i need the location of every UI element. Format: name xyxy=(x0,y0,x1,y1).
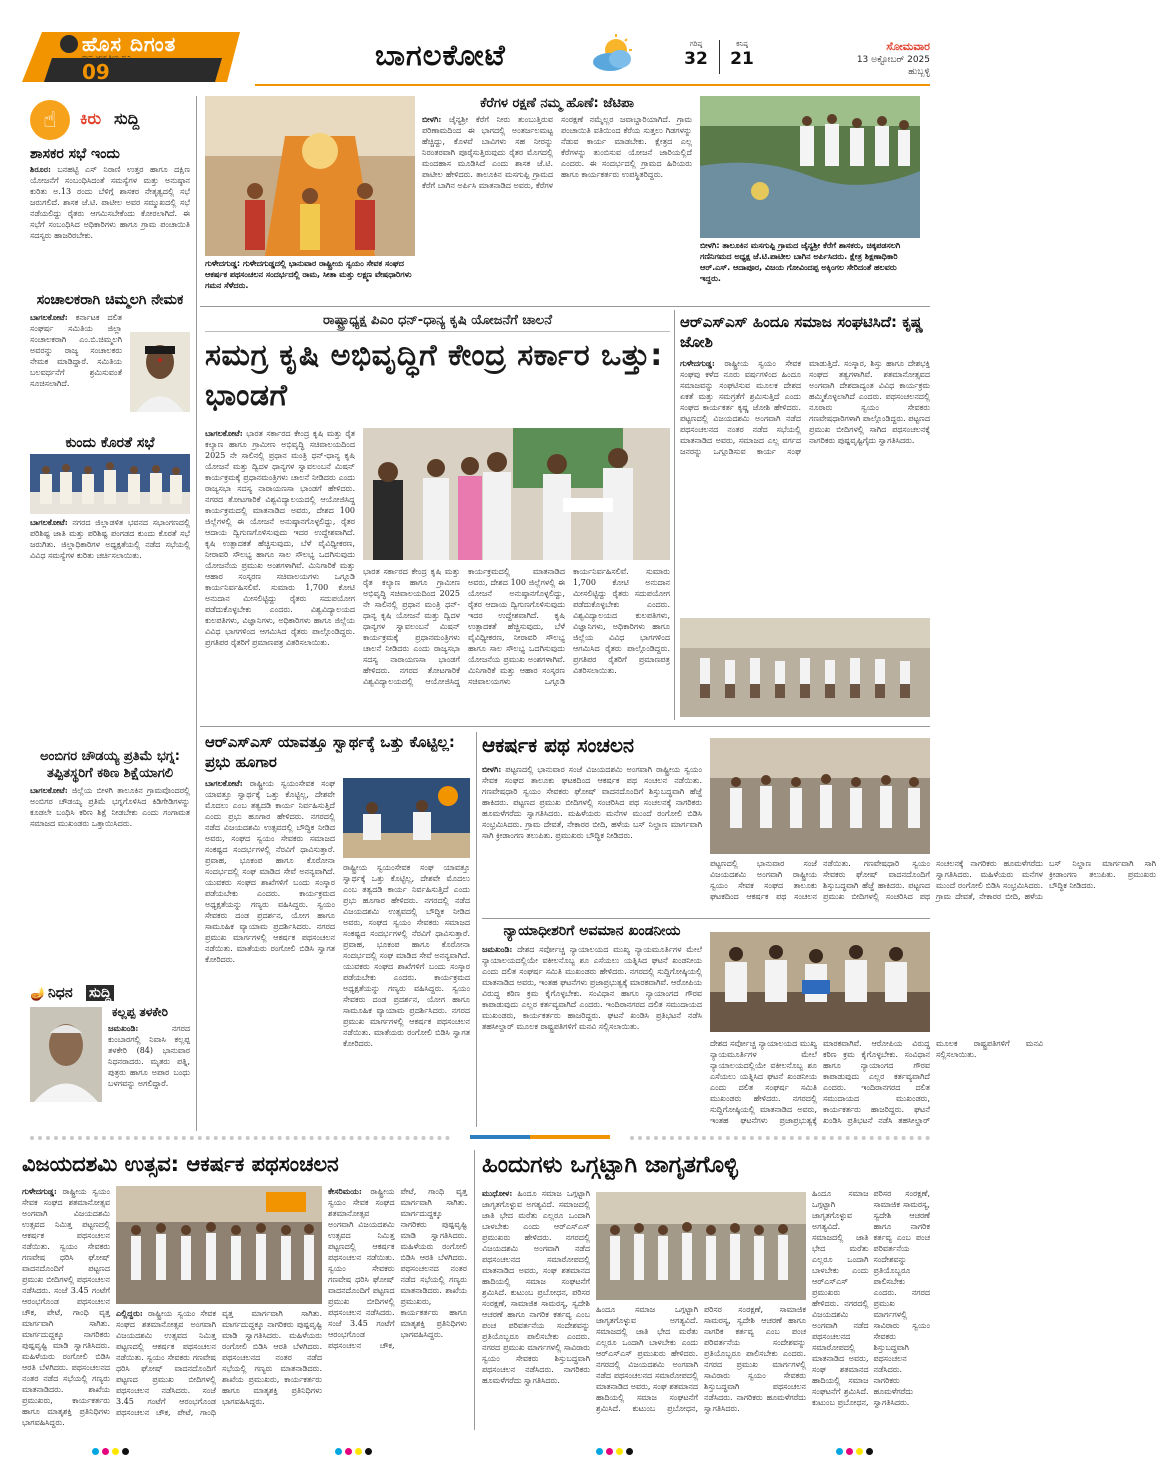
bottom-left-photo xyxy=(116,1186,322,1304)
bottom-left-story xyxy=(22,1150,467,1435)
judge-text: ದೇಶದ ಸರ್ವೋಚ್ಚ ನ್ಯಾಯಾಲಯದ ಮುಖ್ಯ ನ್ಯಾಯಮೂರ್ತಿಗಳ ಮೇಲೆ ನ್ಯಾಯಾಲಯದಲ್ಲಿಯೇ ವಕೀಲನೊಬ್ಬ ಶೂ ಎಸೆಯಲು ಯತ್ನಿಸಿದ ಘಟನೆ ಖಂಡನೀಯ ಎಂದು ದಲಿತ ಸಂಘರ್ಷ ಸಮಿತಿ ಮುಖಂಡರು ಹೇಳಿದರು. ನಗರದಲ್ಲಿ ಸುದ್ದಿಗೋಷ್ಠಿಯಲ್ಲಿ ಮಾತನಾಡಿದ ಅವರು, ಇಂತಹ ಘಟನೆಗಳು ಪ್ರಜಾಪ್ರಭುತ್ವಕ್ಕೆ ಮಾರಕವಾಗಿವೆ. ಆರೋಪಿಯ ವಿರುದ್ಧ ಕಠಿಣ ಕ್ರಮ ಕೈಗೊಳ್ಳಬೇಕು. ಸಂವಿಧಾನ ಹಾಗೂ ನ್ಯಾಯಾಂಗದ ಗೌರವ ಕಾಪಾಡುವುದು ಎಲ್ಲರ ಕರ್ತವ್ಯವಾಗಿದೆ ಎಂದರು. ಇಂದಿರಾನಗರದ ದಲಿತ ಸಮುದಾಯದ ಮುಖಂಡರು, ಕಾರ್ಯಕರ್ತರು ಹಾಜರಿದ್ದರು. ಘಟನೆ ಖಂಡಿಸಿ ಪ್ರತಿಭಟನೆ ನಡೆಸಿ ತಹಸೀಲ್ದಾರ್ ಮೂಲಕ ರಾಷ್ಟ್ರಪತಿಗಳಿಗೆ ಮನವಿ ಸಲ್ಲಿಸಲಾಯಿತು. xyxy=(482,945,702,1031)
temp-max xyxy=(676,40,716,69)
bottom-right-place: ಮುಧೋಳ: xyxy=(482,1188,513,1198)
bottom-left-headline: ವಿಜಯದಶಮಿ ಉತ್ಸವ: ಆಕರ್ಷಕ ಪಥಸಂಚಲನ xyxy=(22,1152,339,1176)
left-brief-4 xyxy=(30,748,190,935)
brand-tagline: ರಾಷ್ಟ್ರ ಜಾಗೃತಿಯ ಧ್ವನಿ xyxy=(82,54,132,62)
temp-divider xyxy=(719,40,720,74)
edition-city: ಬಾಗಲಕೋಟೆ xyxy=(375,38,506,72)
brief-3-place: ಬಾಗಲಕೋಟೆ: xyxy=(30,517,68,527)
brief-1-headline: ಶಾಸಕರ ಸಭೆ ಇಂದು xyxy=(30,146,120,162)
left-brief-1 xyxy=(30,146,190,308)
page-number: 09 xyxy=(82,60,110,84)
rss1-photo xyxy=(680,618,930,717)
temp-max-label: ಗರಿಷ್ಠ xyxy=(689,40,703,48)
kirusuddi-label-b: ಸುದ್ದಿ xyxy=(114,109,140,128)
meeting-photo xyxy=(30,454,190,514)
edition-name: ಹುಬ್ಬಳ್ಳಿ xyxy=(908,67,930,77)
rss-story-1 xyxy=(680,312,930,717)
obituary-place: ಜಮಖಂಡಿ: xyxy=(108,1023,139,1033)
bottom-right-text-column3: ಹಿಂದೂ ಸಮಾಜ ಒಗ್ಗಟ್ಟಾಗಿ ಜಾಗೃತಗೊಳ್ಳುವ ಅಗತ್ಯವಿದೆ. ಸಮಾಜದಲ್ಲಿ ಜಾತಿ ಭೇದ ಮರೆತು ಎಲ್ಲರೂ ಒಂದಾಗಿ ಬಾಳಬೇಕು ಎಂದು ಆರ್‌ಎಸ್‌ಎಸ್ ಪ್ರಮುಖರು ಹೇಳಿದರು. ನಗರದಲ್ಲಿ ವಿಜಯದಶಮಿ ಅಂಗವಾಗಿ ನಡೆದ ಪಥಸಂಚಲನದ ಸಮಾರೋಪದಲ್ಲಿ ಮಾತನಾಡಿದ ಅವರು, ಸಂಘ ಶತಮಾನದ ಹಾದಿಯಲ್ಲಿ ಸಮಾಜ ಸಂಘಟನೆಗೆ ಶ್ರಮಿಸಿದೆ. ಕುಟುಂಬ ಪ್ರಬೋಧನ, ಪರಿಸರ ಸಂರಕ್ಷಣೆ, ಸಾಮಾಜಿಕ ಸಾಮರಸ್ಯ, ಸ್ವದೇಶಿ ಆಚರಣೆ ಹಾಗೂ ನಾಗರಿಕ ಕರ್ತವ್ಯ ಎಂಬ ಪಂಚ ಪರಿವರ್ತನೆಯ ಸಂದೇಶವನ್ನು ಪ್ರತಿಯೊಬ್ಬರೂ ಪಾಲಿಸಬೇಕು ಎಂದರು. ನಗರದ ಪ್ರಮುಖ ಮಾರ್ಗಗಳಲ್ಲಿ ಸಾವಿರಾರು ಸ್ವಯಂ ಸೇವಕರು ಶಿಸ್ತುಬದ್ಧವಾಗಿ ಪಥಸಂಚಲನ ನಡೆಸಿದರು. ನಾಗರಿಕರು ಹೂಮಳೆಗರೆದು ಸ್ವಾಗತಿಸಿದರು. xyxy=(812,1189,930,1407)
bottom-right-photo xyxy=(596,1192,806,1300)
temp-min-label: ಕನಿಷ್ಠ xyxy=(736,40,748,48)
obituary-name: ಕಲ್ಲಪ್ಪ ತಳಕೇರಿ xyxy=(112,1005,168,1019)
bottom-right-text: ಹಿಂದೂ ಸಮಾಜ ಒಗ್ಗಟ್ಟಾಗಿ ಜಾಗೃತಗೊಳ್ಳುವ ಅಗತ್ಯವಿದೆ. ಸಮಾಜದಲ್ಲಿ ಜಾತಿ ಭೇದ ಮರೆತು ಎಲ್ಲರೂ ಒಂದಾಗಿ ಬಾಳಬೇಕು ಎಂದು ಆರ್‌ಎಸ್‌ಎಸ್ ಪ್ರಮುಖರು ಹೇಳಿದರು. ನಗರದಲ್ಲಿ ವಿಜಯದಶಮಿ ಅಂಗವಾಗಿ ನಡೆದ ಪಥಸಂಚಲನದ ಸಮಾರೋಪದಲ್ಲಿ ಮಾತನಾಡಿದ ಅವರು, ಸಂಘ ಶತಮಾನದ ಹಾದಿಯಲ್ಲಿ ಸಮಾಜ ಸಂಘಟನೆಗೆ ಶ್ರಮಿಸಿದೆ. ಕುಟುಂಬ ಪ್ರಬೋಧನ, ಪರಿಸರ ಸಂರಕ್ಷಣೆ, ಸಾಮಾಜಿಕ ಸಾಮರಸ್ಯ, ಸ್ವದೇಶಿ ಆಚರಣೆ ಹಾಗೂ ನಾಗರಿಕ ಕರ್ತವ್ಯ ಎಂಬ ಪಂಚ ಪರಿವರ್ತನೆಯ ಸಂದೇಶವನ್ನು ಪ್ರತಿಯೊಬ್ಬರೂ ಪಾಲಿಸಬೇಕು ಎಂದರು. ನಗರದ ಪ್ರಮುಖ ಮಾರ್ಗಗಳಲ್ಲಿ ಸಾವಿರಾರು ಸ್ವಯಂ ಸೇವಕರು ಶಿಸ್ತುಬದ್ಧವಾಗಿ ಪಥಸಂಚಲನ ನಡೆಸಿದರು. ನಾಗರಿಕರು ಹೂಮಳೆಗರೆದು ಸ್ವಾಗತಿಸಿದರು. xyxy=(482,1189,590,1385)
lead-text-continued: ಭಾರತ ಸರ್ಕಾರದ ಕೇಂದ್ರ ಕೃಷಿ ಮತ್ತು ರೈತ ಕಲ್ಯಾಣ ಹಾಗೂ ಗ್ರಾಮೀಣ ಅಭಿವೃದ್ಧಿ ಸಚಿವಾಲಯದಿಂದ 2025 ನೇ ಸಾಲಿನಲ್ಲಿ ಪ್ರಧಾನ ಮಂತ್ರಿ ಧನ್-ಧಾನ್ಯ ಕೃಷಿ ಯೋಜನೆ ಮತ್ತು ದ್ವಿದಳ ಧಾನ್ಯಗಳ ಸ್ವಾವಲಂಬನೆ ಮಿಷನ್ ಕಾರ್ಯಕ್ರಮಕ್ಕೆ ಪ್ರಧಾನಮಂತ್ರಿಗಳು ಚಾಲನೆ ನೀಡಿದರು ಎಂದು ರಾಜ್ಯಸಭಾ ಸದಸ್ಯ ನಾರಾಯಣಸಾ ಭಾಂಡಗೆ ಹೇಳಿದರು. ನಗರದ ತೋಟಗಾರಿಕೆ ವಿಶ್ವವಿದ್ಯಾಲಯದಲ್ಲಿ ಆಯೋಜಿಸಿದ್ದ ಕಾರ್ಯಕ್ರಮದಲ್ಲಿ ಮಾತನಾಡಿದ ಅವರು, ದೇಶದ 100 ಜಿಲ್ಲೆಗಳಲ್ಲಿ ಈ ಯೋಜನೆ ಅನುಷ್ಠಾನಗೊಳ್ಳಲಿದ್ದು, ರೈತರ ಆದಾಯ ದ್ವಿಗುಣಗೊಳಿಸುವುದು ಇದರ ಉದ್ದೇಶವಾಗಿದೆ. ಕೃಷಿ ಉತ್ಪಾದಕತೆ ಹೆಚ್ಚಿಸುವುದು, ಬೆಳೆ ವೈವಿಧ್ಯೀಕರಣ, ನೀರಾವರಿ ಸೌಲಭ್ಯ ಹಾಗೂ ಸಾಲ ಸೌಲಭ್ಯ ಒದಗಿಸುವುದು ಯೋಜನೆಯ ಪ್ರಮುಖ ಅಂಶಗಳಾಗಿವೆ. ಮಿನಿಗಾರಿಕೆ ಮತ್ತು ಆಹಾರ ಸಂಸ್ಕರಣ ಸಚಿವಾಲಯಗಳು ಒಗ್ಗೂಡಿ ಕಾರ್ಯನಿರ್ವಹಿಸಲಿವೆ. ಸುಮಾರು 1,700 ಕೋಟಿ ಅನುದಾನ ಮೀಸಲಿಟ್ಟಿದ್ದು ರೈತರು ಸದುಪಯೋಗ ಪಡೆದುಕೊಳ್ಳಬೇಕು ಎಂದರು. ವಿಶ್ವವಿದ್ಯಾಲಯದ ಕುಲಪತಿಗಳು, ವಿಜ್ಞಾನಿಗಳು, ಅಧಿಕಾರಿಗಳು ಹಾಗೂ ಜಿಲ್ಲೆಯ ವಿವಿಧ ಭಾಗಗಳಿಂದ ಆಗಮಿಸಿದ ರೈತರು ಪಾಲ್ಗೊಂಡಿದ್ದರು. ಪ್ರಗತಿಪರ ರೈತರಿಗೆ ಪ್ರಮಾಣಪತ್ರ ವಿತರಿಸಲಾಯಿತು. xyxy=(363,567,670,686)
top-photo-ramayana xyxy=(205,96,415,256)
rss3-headline: ಆಕರ್ಷಕ ಪಥ ಸಂಚಲನ xyxy=(482,733,635,757)
obituary-lamp-icon: 🪔 xyxy=(30,987,47,1002)
bottom-center-rule xyxy=(474,1150,475,1430)
obituary-label-a: ನಿಧನ xyxy=(48,985,73,1001)
story-lakes-headline: ಕೆರೆಗಳ ರಕ್ಷಣೆ ನಮ್ಮ ಹೊಣೆ: ಜೆಟಿಪಾ xyxy=(480,96,634,111)
bottom-right-text-continued: ಹಿಂದೂ ಸಮಾಜ ಒಗ್ಗಟ್ಟಾಗಿ ಜಾಗೃತಗೊಳ್ಳುವ ಅಗತ್ಯವಿದೆ. ಸಮಾಜದಲ್ಲಿ ಜಾತಿ ಭೇದ ಮರೆತು ಎಲ್ಲರೂ ಒಂದಾಗಿ ಬಾಳಬೇಕು ಎಂದು ಆರ್‌ಎಸ್‌ಎಸ್ ಪ್ರಮುಖರು ಹೇಳಿದರು. ನಗರದಲ್ಲಿ ವಿಜಯದಶಮಿ ಅಂಗವಾಗಿ ನಡೆದ ಪಥಸಂಚಲನದ ಸಮಾರೋಪದಲ್ಲಿ ಮಾತನಾಡಿದ ಅವರು, ಸಂಘ ಶತಮಾನದ ಹಾದಿಯಲ್ಲಿ ಸಮಾಜ ಸಂಘಟನೆಗೆ ಶ್ರಮಿಸಿದೆ. ಕುಟುಂಬ ಪ್ರಬೋಧನ, ಪರಿಸರ ಸಂರಕ್ಷಣೆ, ಸಾಮಾಜಿಕ ಸಾಮರಸ್ಯ, ಸ್ವದೇಶಿ ಆಚರಣೆ ಹಾಗೂ ನಾಗರಿಕ ಕರ್ತವ್ಯ ಎಂಬ ಪಂಚ ಪರಿವರ್ತನೆಯ ಸಂದೇಶವನ್ನು ಪ್ರತಿಯೊಬ್ಬರೂ ಪಾಲಿಸಬೇಕು ಎಂದರು. ನಗರದ ಪ್ರಮುಖ ಮಾರ್ಗಗಳಲ್ಲಿ ಸಾವಿರಾರು ಸ್ವಯಂ ಸೇವಕರು ಶಿಸ್ತುಬದ್ಧವಾಗಿ ಪಥಸಂಚಲನ ನಡೆಸಿದರು. ನಾಗರಿಕರು ಹೂಮಳೆಗರೆದು ಸ್ವಾಗತಿಸಿದರು. xyxy=(596,1305,806,1413)
color-registration-right xyxy=(596,1440,636,1459)
hand-icon: ☝ xyxy=(30,100,70,140)
logo xyxy=(22,32,240,82)
masthead xyxy=(0,0,945,88)
temp-max-value: 32 xyxy=(684,49,708,69)
date-text: 13 ಅಕ್ಟೋಬರ್ 2025 xyxy=(856,55,930,65)
rss2-headline: ಆರ್‌ಎಸ್‌ಎಸ್ ಯಾವತ್ತೂ ಸ್ವಾರ್ಥಕ್ಕೆ ಒತ್ತು ಕೊಟ್ಟಿಲ್ಲ: ಪ್ರಭು ಹೂಗಾರ xyxy=(205,733,455,771)
brief-1-text: ಬನಹಟ್ಟಿ ಎಸ್ ನಿರಾಣಿ ಉತ್ತರ ಹಾಗೂ ದಕ್ಷಿಣ ಯೋಜನೆಗೆ ಸಂಬಂಧಿಸಿದಂತೆ ಸಮಸ್ಯೆಗಳ ಮತ್ತು ಅನುಷ್ಠಾನ ಕುರಿತು ಅ.13 ರಂದು ಬೆಳಿಗ್ಗೆ ಶಾಸಕರ ನೇತೃತ್ವದಲ್ಲಿ ಸಭೆ ಜರುಗಲಿದೆ. ಶಾಸಕ ಜೆ.ಟಿ. ಪಾಟೀಲ ಅವರ ಸಮ್ಮುಖದಲ್ಲಿ ಸಭೆ ನಡೆಯಲಿದ್ದು ರೈತರು ಆಗಮಿಸಬೇಕೆಂದು ಕೋರಲಾಗಿದೆ. ಈ ಸಭೆಗೆ ಸಂಬಂಧಿಸಿದ ಅಧಿಕಾರಿಗಳು ಹಾಗೂ ಗ್ರಾಮ ಪಂಚಾಯಿತಿ ಸದಸ್ಯರು ಹಾಜರಿರಬೇಕು. xyxy=(30,165,191,240)
judge-text-continued: ದೇಶದ ಸರ್ವೋಚ್ಚ ನ್ಯಾಯಾಲಯದ ಮುಖ್ಯ ನ್ಯಾಯಮೂರ್ತಿಗಳ ಮೇಲೆ ನ್ಯಾಯಾಲಯದಲ್ಲಿಯೇ ವಕೀಲನೊಬ್ಬ ಶೂ ಎಸೆಯಲು ಯತ್ನಿಸಿದ ಘಟನೆ ಖಂಡನೀಯ ಎಂದು ದಲಿತ ಸಂಘರ್ಷ ಸಮಿತಿ ಮುಖಂಡರು ಹೇಳಿದರು. ನಗರದಲ್ಲಿ ಸುದ್ದಿಗೋಷ್ಠಿಯಲ್ಲಿ ಮಾತನಾಡಿದ ಅವರು, ಇಂತಹ ಘಟನೆಗಳು ಪ್ರಜಾಪ್ರಭುತ್ವಕ್ಕೆ ಮಾರಕವಾಗಿವೆ. ಆರೋಪಿಯ ವಿರುದ್ಧ ಕಠಿಣ ಕ್ರಮ ಕೈಗೊಳ್ಳಬೇಕು. ಸಂವಿಧಾನ ಹಾಗೂ ನ್ಯಾಯಾಂಗದ ಗೌರವ ಕಾಪಾಡುವುದು ಎಲ್ಲರ ಕರ್ತವ್ಯವಾಗಿದೆ ಎಂದರು. ಇಂದಿರಾನಗರದ ದಲಿತ ಸಮುದಾಯದ ಮುಖಂಡರು, ಕಾರ್ಯಕರ್ತರು ಹಾಜರಿದ್ದರು. ಘಟನೆ ಖಂಡಿಸಿ ಪ್ರತಿಭಟನೆ ನಡೆಸಿ ತಹಸೀಲ್ದಾರ್ ಮೂಲಕ ರಾಷ್ಟ್ರಪತಿಗಳಿಗೆ ಮನವಿ ಸಲ್ಲಿಸಲಾಯಿತು. xyxy=(710,1039,1043,1125)
brief-4-headline: ಅಂಬಿಗರ ಚೌಡಯ್ಯ ಪ್ರತಿಮೆ ಭಗ್ನ: ತಪ್ಪಿತಸ್ಥರಿಗೆ ಕಠಿಣ ಶಿಕ್ಷೆಯಾಗಲಿ xyxy=(40,749,180,781)
top-photo-lake xyxy=(700,96,920,238)
portrait-photo xyxy=(130,332,190,412)
color-registration-far-right xyxy=(836,1440,876,1459)
story-lakes-place: ಬೀಳಗಿ: xyxy=(422,114,442,124)
lead-story xyxy=(205,310,670,720)
day-name: ಸೋಮವಾರ xyxy=(886,40,930,53)
date-block xyxy=(815,40,930,77)
brief-4-place: ಬಾಗಲಕೋಟೆ: xyxy=(30,785,68,795)
rss1-headline: ಆರ್‌ಎಸ್‌ಎಸ್ ಹಿಂದೂ ಸಮಾಜ ಸಂಘಟಿಸಿದೆ: ಕೃಷ್ಣ ಜೋಶಿ xyxy=(680,313,924,351)
brief-3-headline: ಕುಂದು ಕೊರತೆ ಸಭೆ xyxy=(65,435,155,451)
brief-4-text: ಜಿಲ್ಲೆಯ ಬೀಳಗಿ ತಾಲೂಕಿನ ಗ್ರಾಮವೊಂದರಲ್ಲಿ ಅಂಬಿಗರ ಚೌಡಯ್ಯ ಪ್ರತಿಮೆ ಭಗ್ನಗೊಳಿಸಿದ ಕಿಡಿಗೇಡಿಗಳನ್ನು ಕೂಡಲೇ ಬಂಧಿಸಿ ಕಠಿಣ ಶಿಕ್ಷೆ ನೀಡಬೇಕು ಎಂದು ಗಂಗಾಮತ ಸಮಾಜದ ಮುಖಂಡರು ಒತ್ತಾಯಿಸಿದರು. xyxy=(30,786,190,828)
judge-rule xyxy=(482,918,930,919)
obituary-text: ನಗರದ ಕುಂಬಾರಗಲ್ಲಿ ನಿವಾಸಿ ಕಲ್ಲಪ್ಪ ತಳಕೇರಿ (84) ಭಾನುವಾರ ನಿಧನರಾದರು. ಮೃತರು ಪತ್ನಿ, ಪುತ್ರರು ಹಾಗೂ ಅಪಾರ ಬಂಧು ಬಳಗವನ್ನು ಅಗಲಿದ್ದಾರೆ. xyxy=(108,1024,190,1088)
lead-right-rule xyxy=(674,310,675,720)
weather-sun-cloud-icon xyxy=(590,34,638,74)
bottom-left-text-continued: ರಾಷ್ಟ್ರೀಯ ಸ್ವಯಂ ಸೇವಕ ಸಂಘದ ಶತಮಾನೋತ್ಸವ ಅಂಗವಾಗಿ ವಿಜಯದಶಮಿ ಉತ್ಸವದ ನಿಮಿತ್ತ ಪಟ್ಟಣದಲ್ಲಿ ಆಕರ್ಷಕ ಪಥಸಂಚಲನ ನಡೆಯಿತು. ಸ್ವಯಂ ಸೇವಕರು ಗಣವೇಷ ಧರಿಸಿ ಘೋಷ್ ವಾದನದೊಂದಿಗೆ ಪಟ್ಟಣದ ಪ್ರಮುಖ ಬೀದಿಗಳಲ್ಲಿ ಪಥಸಂಚಲನ ನಡೆಸಿದರು. ಸಂಜೆ 3.45 ಗಂಟೆಗೆ ಆರಂಭಗೊಂಡ ಪಥಸಂಚಲನ ಚೌಕ, ಪೇಟೆ, ಗಾಂಧಿ ವೃತ್ತ ಮಾರ್ಗವಾಗಿ ಸಾಗಿತು. ಮಾರ್ಗದುದ್ದಕ್ಕೂ ನಾಗರಿಕರು ಪುಷ್ಪವೃಷ್ಟಿ ಮಾಡಿ ಸ್ವಾಗತಿಸಿದರು. ಮಹಿಳೆಯರು ರಂಗೋಲಿ ಬಿಡಿಸಿ ಆರತಿ ಬೆಳಗಿದರು. ಪಥಸಂಚಲನದ ನಂತರ ನಡೆದ ಸಭೆಯಲ್ಲಿ ಗಣ್ಯರು ಮಾತನಾಡಿದರು. ಶಾಖೆಯ ಪ್ರಮುಖರು, ಕಾರ್ಯಕರ್ತರು ಹಾಗೂ ಮಾತೃಶಕ್ತಿ ಪ್ರತಿನಿಧಿಗಳು ಭಾಗವಹಿಸಿದ್ದರು. xyxy=(116,1309,322,1417)
judge-place: ಜಮಖಂಡಿ: xyxy=(482,944,513,954)
obituary xyxy=(30,985,190,1125)
temp-min xyxy=(722,40,762,69)
rss3-text-continued: ಪಟ್ಟಣದಲ್ಲಿ ಭಾನುವಾರ ಸಂಜೆ ವಿಜಯದಶಮಿ ಅಂಗವಾಗಿ ರಾಷ್ಟ್ರೀಯ ಸ್ವಯಂ ಸೇವಕ ಸಂಘದ ತಾಲೂಕು ಘಟಕದಿಂದ ಆಕರ್ಷಕ ಪಥ ಸಂಚಲನ ನಡೆಯಿತು. ಗಣವೇಷಧಾರಿ ಸ್ವಯಂ ಸೇವಕರು ಘೋಷ್ ವಾದನದೊಂದಿಗೆ ಶಿಸ್ತುಬದ್ಧವಾಗಿ ಹೆಜ್ಜೆ ಹಾಕಿದರು. ಪಟ್ಟಣದ ಪ್ರಮುಖ ಬೀದಿಗಳಲ್ಲಿ ಸಂಚರಿಸಿದ ಪಥ ಸಂಚಲನಕ್ಕೆ ನಾಗರಿಕರು ಹೂಮಳೆಗರೆದು ಸ್ವಾಗತಿಸಿದರು. ಮಹಿಳೆಯರು ಮನೆಗಳ ಮುಂದೆ ರಂಗೋಲಿ ಬಿಡಿಸಿ ಸಂಭ್ರಮಿಸಿದರು. ಗ್ರಾಮ ದೇವತೆ, ನೇಕಾರರ ಬೀದಿ, ಹಳೆಯ ಬಸ್ ನಿಲ್ದಾಣ ಮಾರ್ಗವಾಗಿ ಸಾಗಿ ಕ್ರೀಡಾಂಗಣ ತಲುಪಿತು. ಪ್ರಮುಖರು ಬೌದ್ಧಿಕ ನೀಡಿದರು. xyxy=(710,859,1156,901)
brand-name: ಹೊಸ ದಿಗಂತ xyxy=(82,32,177,56)
left-brief-2 xyxy=(30,292,190,417)
brief-2-headline: ಸಂಚಾಲಕರಾಗಿ ಚಿಮ್ಮಲಗಿ ನೇಮಕ xyxy=(36,292,184,308)
top-row-rule xyxy=(200,306,930,307)
rss3-text: ಪಟ್ಟಣದಲ್ಲಿ ಭಾನುವಾರ ಸಂಜೆ ವಿಜಯದಶಮಿ ಅಂಗವಾಗಿ ರಾಷ್ಟ್ರೀಯ ಸ್ವಯಂ ಸೇವಕ ಸಂಘದ ತಾಲೂಕು ಘಟಕದಿಂದ ಆಕರ್ಷಕ ಪಥ ಸಂಚಲನ ನಡೆಯಿತು. ಗಣವೇಷಧಾರಿ ಸ್ವಯಂ ಸೇವಕರು ಘೋಷ್ ವಾದನದೊಂದಿಗೆ ಶಿಸ್ತುಬದ್ಧವಾಗಿ ಹೆಜ್ಜೆ ಹಾಕಿದರು. ಪಟ್ಟಣದ ಪ್ರಮುಖ ಬೀದಿಗಳಲ್ಲಿ ಸಂಚರಿಸಿದ ಪಥ ಸಂಚಲನಕ್ಕೆ ನಾಗರಿಕರು ಹೂಮಳೆಗರೆದು ಸ್ವಾಗತಿಸಿದರು. ಮಹಿಳೆಯರು ಮನೆಗಳ ಮುಂದೆ ರಂಗೋಲಿ ಬಿಡಿಸಿ ಸಂಭ್ರಮಿಸಿದರು. ಗ್ರಾಮ ದೇವತೆ, ನೇಕಾರರ ಬೀದಿ, ಹಳೆಯ ಬಸ್ ನಿಲ್ದಾಣ ಮಾರ್ಗವಾಗಿ ಸಾಗಿ ಕ್ರೀಡಾಂಗಣ ತಲುಪಿತು. ಪ್ರಮುಖರು ಬೌದ್ಧಿಕ ನೀಡಿದರು. xyxy=(482,765,702,840)
rss3-place: ಬೀಳಗಿ: xyxy=(482,764,502,774)
logo-emblem-icon xyxy=(60,35,78,53)
judge-headline: ನ್ಯಾಯಾಧೀಶರಿಗೆ ಅವಮಾನ ಖಂಡನೀಯ xyxy=(503,923,681,939)
brief-2-text: ಕರ್ನಾಟಕ ದಲಿತ ಸಂಘರ್ಷ ಸಮಿತಿಯ ಜಿಲ್ಲಾ ಸಂಚಾಲಕರಾಗಿ ಎಂ.ಬಿ.ಚಿಮ್ಮಲಗಿ ಅವರನ್ನು ರಾಜ್ಯ ಸಂಚಾಲಕರು ನೇಮಕ ಮಾಡಿದ್ದಾರೆ. ಸಮಿತಿಯ ಬಲವರ್ಧನೆಗೆ ಶ್ರಮಿಸುವಂತೆ ಸೂಚಿಸಲಾಗಿದೆ. xyxy=(30,313,122,388)
bottom-left-place: ಗುಳೇದಗುಡ್ಡ: xyxy=(22,1186,57,1196)
bottom-right-headline: ಹಿಂದುಗಳು ಒಗ್ಗಟ್ಟಾಗಿ ಜಾಗೃತಗೊಳ್ಳಿ xyxy=(482,1152,738,1178)
bottom-divider xyxy=(30,1133,930,1141)
lead-photo xyxy=(363,428,670,560)
bottom-left-sub1: ಎಲ್ಲಿದ್ದರು: xyxy=(116,1308,143,1318)
judge-story xyxy=(482,922,1043,1127)
brief-1-place: ಶಿರೂರ: xyxy=(30,164,51,174)
top-photo-caption: ಗುಳೇದಗುಡ್ಡ: ಗುಳೇದಗುಡ್ಡದಲ್ಲಿ ಭಾನುವಾರ ರಾಷ್ಟ್ರೀಯ ಸ್ವಯಂ ಸೇವಕ ಸಂಘದ ಆಕರ್ಷಕ ಪಥಸಂಚಲನ ಸಂದರ್ಭದಲ್ಲಿ ರಾಮ, ಸೀತಾ ಮತ್ತು ಲಕ್ಷ್ಮಣ ವೇಷಧಾರಿಗಳು ಗಮನ ಸೆಳೆದರು. xyxy=(205,259,412,290)
bottom-left-text-column3: ರಾಷ್ಟ್ರೀಯ ಸ್ವಯಂ ಸೇವಕ ಸಂಘದ ಶತಮಾನೋತ್ಸವ ಅಂಗವಾಗಿ ವಿಜಯದಶಮಿ ಉತ್ಸವದ ನಿಮಿತ್ತ ಪಟ್ಟಣದಲ್ಲಿ ಆಕರ್ಷಕ ಪಥಸಂಚಲನ ನಡೆಯಿತು. ಸ್ವಯಂ ಸೇವಕರು ಗಣವೇಷ ಧರಿಸಿ ಘೋಷ್ ವಾದನದೊಂದಿಗೆ ಪಟ್ಟಣದ ಪ್ರಮುಖ ಬೀದಿಗಳಲ್ಲಿ ಪಥಸಂಚಲನ ನಡೆಸಿದರು. ಸಂಜೆ 3.45 ಗಂಟೆಗೆ ಆರಂಭಗೊಂಡ ಪಥಸಂಚಲನ ಚೌಕ, ಪೇಟೆ, ಗಾಂಧಿ ವೃತ್ತ ಮಾರ್ಗವಾಗಿ ಸಾಗಿತು. ಮಾರ್ಗದುದ್ದಕ್ಕೂ ನಾಗರಿಕರು ಪುಷ್ಪವೃಷ್ಟಿ ಮಾಡಿ ಸ್ವಾಗತಿಸಿದರು. ಮಹಿಳೆಯರು ರಂಗೋಲಿ ಬಿಡಿಸಿ ಆರತಿ ಬೆಳಗಿದರು. ಪಥಸಂಚಲನದ ನಂತರ ನಡೆದ ಸಭೆಯಲ್ಲಿ ಗಣ್ಯರು ಮಾತನಾಡಿದರು. ಶಾಖೆಯ ಪ್ರಮುಖರು, ಕಾರ್ಯಕರ್ತರು ಹಾಗೂ ಮಾತೃಶಕ್ತಿ ಪ್ರತಿನಿಧಿಗಳು ಭಾಗವಹಿಸಿದ್ದರು. xyxy=(328,1187,467,1350)
color-registration-left xyxy=(92,1440,132,1459)
rss1-place: ಗುಳೇದಗುಡ್ಡ: xyxy=(680,358,715,368)
rss1-text: ರಾಷ್ಟ್ರೀಯ ಸ್ವಯಂ ಸೇವಕ ಸಂಘವು ಕಳೆದ ನೂರು ವರ್ಷಗಳಿಂದ ಹಿಂದೂ ಸಮಾಜವನ್ನು ಸಂಘಟಿಸುವ ಮೂಲಕ ದೇಶದ ಏಕತೆ ಮತ್ತು ಸಮಗ್ರತೆಗೆ ಶ್ರಮಿಸುತ್ತಿದೆ ಎಂದು ಸಂಘದ ಕಾರ್ಯಕರ್ತ ಕೃಷ್ಣ ಜೋಶಿ ಹೇಳಿದರು. ಪಟ್ಟಣದಲ್ಲಿ ವಿಜಯದಶಮಿ ಅಂಗವಾಗಿ ನಡೆದ ಪಥಸಂಚಲನದ ನಂತರ ನಡೆದ ಸಭೆಯಲ್ಲಿ ಮಾತನಾಡಿದ ಅವರು, ಸಮಾಜದ ಎಲ್ಲ ವರ್ಗದ ಜನರನ್ನು ಒಗ್ಗೂಡಿಸುವ ಕಾರ್ಯ ಸಂಘ ಮಾಡುತ್ತಿದೆ. ಸಂಸ್ಕಾರ, ಶಿಸ್ತು ಹಾಗೂ ದೇಶಭಕ್ತಿ ಸಂಘದ ತತ್ವಗಳಾಗಿವೆ. ಶತಮಾನೋತ್ಸವದ ಅಂಗವಾಗಿ ದೇಶದಾದ್ಯಂತ ವಿವಿಧ ಕಾರ್ಯಕ್ರಮ ಹಮ್ಮಿಕೊಳ್ಳಲಾಗಿದೆ ಎಂದರು. ಪಥಸಂಚಲನದಲ್ಲಿ ನೂರಾರು ಸ್ವಯಂ ಸೇವಕರು ಗಣವೇಷಧಾರಿಗಳಾಗಿ ಪಾಲ್ಗೊಂಡಿದ್ದರು. ಪಟ್ಟಣದ ಪ್ರಮುಖ ಬೀದಿಗಳಲ್ಲಿ ಸಾಗಿದ ಪಥಸಂಚಲನಕ್ಕೆ ನಾಗರಿಕರು ಪುಷ್ಪವೃಷ್ಟಿಗೈದು ಸ್ವಾಗತಿಸಿದರು. xyxy=(680,359,930,456)
bottom-left-sub2: ಕೇಸರಿಮಯ: xyxy=(328,1186,362,1196)
temp-min-value: 21 xyxy=(730,49,754,69)
rss2-text-continued: ರಾಷ್ಟ್ರೀಯ ಸ್ವಯಂಸೇವಕ ಸಂಘ ಯಾವತ್ತೂ ಸ್ವಾರ್ಥಕ್ಕೆ ಒತ್ತು ಕೊಟ್ಟಿಲ್ಲ, ದೇಶವೇ ಮೊದಲು ಎಂಬ ತತ್ವದಡಿ ಕಾರ್ಯ ನಿರ್ವಹಿಸುತ್ತಿದೆ ಎಂದು ಪ್ರಭು ಹೂಗಾರ ಹೇಳಿದರು. ನಗರದಲ್ಲಿ ನಡೆದ ವಿಜಯದಶಮಿ ಉತ್ಸವದಲ್ಲಿ ಬೌದ್ಧಿಕ ನೀಡಿದ ಅವರು, ಸಂಘದ ಸ್ವಯಂ ಸೇವಕರು ಸಮಾಜದ ಸಂಕಷ್ಟದ ಸಂದರ್ಭಗಳಲ್ಲಿ ನೆರವಿಗೆ ಧಾವಿಸುತ್ತಾರೆ. ಪ್ರವಾಹ, ಭೂಕಂಪ ಹಾಗೂ ಕೊರೋನಾ ಸಂದರ್ಭದಲ್ಲಿ ಸಂಘ ಮಾಡಿದ ಸೇವೆ ಅನನ್ಯವಾಗಿದೆ. ಯುವಕರು ಸಂಘದ ಶಾಖೆಗಳಿಗೆ ಬಂದು ಸಂಸ್ಕಾರ ಪಡೆಯಬೇಕು ಎಂದರು. ಕಾರ್ಯಕ್ರಮದ ಅಧ್ಯಕ್ಷತೆಯನ್ನು ಗಣ್ಯರು ವಹಿಸಿದ್ದರು. ಸ್ವಯಂ ಸೇವಕರು ದಂಡ ಪ್ರದರ್ಶನ, ಯೋಗ ಹಾಗೂ ಸಾಮೂಹಿಕ ವ್ಯಾಯಾಮ ಪ್ರದರ್ಶಿಸಿದರು. ನಗರದ ಪ್ರಮುಖ ಮಾರ್ಗಗಳಲ್ಲಿ ಆಕರ್ಷಕ ಪಥಸಂಚಲನ ನಡೆಯಿತು. ಮಾತೆಯರು ರಂಗೋಲಿ ಬಿಡಿಸಿ ಸ್ವಾಗತ ಕೋರಿದರು. xyxy=(343,863,470,1048)
rss3-photo xyxy=(710,738,930,854)
color-registration-center xyxy=(335,1440,375,1459)
rss-story-3 xyxy=(482,732,1156,912)
obituary-photo xyxy=(30,1007,102,1102)
left-brief-3 xyxy=(30,435,190,692)
judge-photo xyxy=(710,932,930,1032)
bottom-right-story xyxy=(482,1150,930,1435)
brief-3-text: ನಗರದ ಜಿಲ್ಲಾಡಳಿತ ಭವನದ ಸಭಾಂಗಣದಲ್ಲಿ ಪರಿಶಿಷ್ಟ ಜಾತಿ ಮತ್ತು ಪರಿಶಿಷ್ಟ ಪಂಗಡದ ಕುಂದು ಕೊರತೆ ಸಭೆ ಜರುಗಿತು. ಜಿಲ್ಲಾಧಿಕಾರಿಗಳ ಅಧ್ಯಕ್ಷತೆಯಲ್ಲಿ ನಡೆದ ಸಭೆಯಲ್ಲಿ ವಿವಿಧ ಸಮಸ್ಯೆಗಳ ಕುರಿತು ಚರ್ಚಿಸಲಾಯಿತು. xyxy=(30,518,190,560)
masthead-underline xyxy=(255,84,930,86)
story-lakes-text: ಜೈನ್ಯಶ್ರೀ ಕೆರೆಗೆ ನೀರು ತುಂಬುತ್ತಿರುವ ಪರಿಣಾಮದಿಂದ ಈ ಭಾಗದಲ್ಲಿ ಅಂತರ್ಜಲಮಟ್ಟ ಹೆಚ್ಚಿದ್ದು, ಕೊಳವೆ ಬಾವಿಗಳು ಸಹ ನೀರನ್ನು ನಿರಂತರವಾಗಿ ಪೂರೈಸುತ್ತಿರುವುದು ರೈತರ ಮೊಗದಲ್ಲಿ ಮಂದಹಾಸ ಮೂಡಿಸಿದೆ ಎಂದು ಶಾಸಕ ಜೆ.ಟಿ. ಪಾಟೀಲ ಹೇಳಿದರು. ತಾಲೂಕಿನ ಮಸಗುಪ್ಪಿ ಗ್ರಾಮದ ಕೆರೆಗೆ ಬಾಗಿನ ಅರ್ಪಿಸಿ ಮಾತನಾಡಿದ ಅವರು, ಕೆರೆಗಳ ಸಂರಕ್ಷಣೆ ನಮ್ಮೆಲ್ಲರ ಜವಾಬ್ದಾರಿಯಾಗಿದೆ. ಗ್ರಾಮ ಪಂಚಾಯಿತಿ ವತಿಯಿಂದ ಕೆರೆಯ ಸುತ್ತಲು ಗಿಡಗಳನ್ನು ನೆಡುವ ಕಾರ್ಯ ಮಾಡಬೇಕು. ಕ್ಷೇತ್ರದ ಎಲ್ಲ ಕೆರೆಗಳನ್ನು ತುಂಬಿಸುವ ಯೋಜನೆ ಜಾರಿಯಲ್ಲಿದೆ ಎಂದರು. ಈ ಸಂದರ್ಭದಲ್ಲಿ ಗ್ರಾಮದ ಹಿರಿಯರು ಹಾಗೂ ಕಾರ್ಯಕರ್ತರು ಉಪಸ್ಥಿತರಿದ್ದರು. xyxy=(422,115,692,190)
lead-headline: ಸಮಗ್ರ ಕೃಷಿ ಅಭಿವೃದ್ಧಿಗೆ ಕೇಂದ್ರ ಸರ್ಕಾರ ಒತ್ತು: ಭಾಂಡಗೆ xyxy=(205,338,663,413)
lead-text: ಭಾರತ ಸರ್ಕಾರದ ಕೇಂದ್ರ ಕೃಷಿ ಮತ್ತು ರೈತ ಕಲ್ಯಾಣ ಹಾಗೂ ಗ್ರಾಮೀಣ ಅಭಿವೃದ್ಧಿ ಸಚಿವಾಲಯದಿಂದ 2025 ನೇ ಸಾಲಿನಲ್ಲಿ ಪ್ರಧಾನ ಮಂತ್ರಿ ಧನ್-ಧಾನ್ಯ ಕೃಷಿ ಯೋಜನೆ ಮತ್ತು ದ್ವಿದಳ ಧಾನ್ಯಗಳ ಸ್ವಾವಲಂಬನೆ ಮಿಷನ್ ಕಾರ್ಯಕ್ರಮಕ್ಕೆ ಪ್ರಧಾನಮಂತ್ರಿಗಳು ಚಾಲನೆ ನೀಡಿದರು ಎಂದು ರಾಜ್ಯಸಭಾ ಸದಸ್ಯ ನಾರಾಯಣಸಾ ಭಾಂಡಗೆ ಹೇಳಿದರು. ನಗರದ ತೋಟಗಾರಿಕೆ ವಿಶ್ವವಿದ್ಯಾಲಯದಲ್ಲಿ ಆಯೋಜಿಸಿದ್ದ ಕಾರ್ಯಕ್ರಮದಲ್ಲಿ ಮಾತನಾಡಿದ ಅವರು, ದೇಶದ 100 ಜಿಲ್ಲೆಗಳಲ್ಲಿ ಈ ಯೋಜನೆ ಅನುಷ್ಠಾನಗೊಳ್ಳಲಿದ್ದು, ರೈತರ ಆದಾಯ ದ್ವಿಗುಣಗೊಳಿಸುವುದು ಇದರ ಉದ್ದೇಶವಾಗಿದೆ. ಕೃಷಿ ಉತ್ಪಾದಕತೆ ಹೆಚ್ಚಿಸುವುದು, ಬೆಳೆ ವೈವಿಧ್ಯೀಕರಣ, ನೀರಾವರಿ ಸೌಲಭ್ಯ ಹಾಗೂ ಸಾಲ ಸೌಲಭ್ಯ ಒದಗಿಸುವುದು ಯೋಜನೆಯ ಪ್ರಮುಖ ಅಂಶಗಳಾಗಿವೆ. ಮಿನಿಗಾರಿಕೆ ಮತ್ತು ಆಹಾರ ಸಂಸ್ಕರಣ ಸಚಿವಾಲಯಗಳು ಒಗ್ಗೂಡಿ ಕಾರ್ಯನಿರ್ವಹಿಸಲಿವೆ. ಸುಮಾರು 1,700 ಕೋಟಿ ಅನುದಾನ ಮೀಸಲಿಟ್ಟಿದ್ದು ರೈತರು ಸದುಪಯೋಗ ಪಡೆದುಕೊಳ್ಳಬೇಕು ಎಂದರು. ವಿಶ್ವವಿದ್ಯಾಲಯದ ಕುಲಪತಿಗಳು, ವಿಜ್ಞಾನಿಗಳು, ಅಧಿಕಾರಿಗಳು ಹಾಗೂ ಜಿಲ್ಲೆಯ ವಿವಿಧ ಭಾಗಗಳಿಂದ ಆಗಮಿಸಿದ ರೈತರು ಪಾಲ್ಗೊಂಡಿದ್ದರು. ಪ್ರಗತಿಪರ ರೈತರಿಗೆ ಪ್ರಮಾಣಪತ್ರ ವಿತರಿಸಲಾಯಿತು. xyxy=(205,429,355,647)
kirusuddi-badge xyxy=(30,100,190,140)
rss2-photo xyxy=(343,778,470,858)
obituary-label-b: ಸುದ್ದಿ xyxy=(86,985,114,1001)
rss2-place: ಬಾಗಲಕೋಟೆ: xyxy=(205,778,243,788)
left-column-rule xyxy=(196,96,197,1131)
mid-row-rule xyxy=(200,726,930,727)
lead-kicker: ರಾಷ್ಟ್ರಾಧ್ಯಕ್ಷ ಪಿಎಂ ಧನ್-ಧಾನ್ಯ ಕೃಷಿ ಯೋಜನೆಗೆ ಚಾಲನೆ xyxy=(205,310,670,332)
story-lakes xyxy=(422,96,692,304)
kirusuddi-label-a: ಕಿರು xyxy=(80,109,102,128)
lake-photo-caption: ಬೀಳಗಿ: ತಾಲೂಕಿನ ಮಸಗುಪ್ಪಿ ಗ್ರಾಮದ ಜೈನ್ಯಶ್ರೀ ಕೆರೆಗೆ ಶಾಸಕರು, ಚಿಕ್ಕಪಡಸಲಗಿ ಗಣಿನಿಗಮದ ಅಧ್ಯಕ್ಷ ಜೆ.ಟಿ.ಪಾಟೀಲ ಬಾಗಿನ ಅರ್ಪಿಸಿದರು. ಕ್ಷೇತ್ರ ಶಿಕ್ಷಣಾಧಿಕಾರಿ ಆರ್.ಎಸ್. ಆದಾಪೂರ, ವಿಜಯ ಗೋವಿಂದಪ್ಪ ಅಕ್ಕಿಂಗಲ ಸೇರಿದಂತೆ ಹಲವರು ಇದ್ದರು. xyxy=(700,241,901,283)
rss2-text: ರಾಷ್ಟ್ರೀಯ ಸ್ವಯಂಸೇವಕ ಸಂಘ ಯಾವತ್ತೂ ಸ್ವಾರ್ಥಕ್ಕೆ ಒತ್ತು ಕೊಟ್ಟಿಲ್ಲ, ದೇಶವೇ ಮೊದಲು ಎಂಬ ತತ್ವದಡಿ ಕಾರ್ಯ ನಿರ್ವಹಿಸುತ್ತಿದೆ ಎಂದು ಪ್ರಭು ಹೂಗಾರ ಹೇಳಿದರು. ನಗರದಲ್ಲಿ ನಡೆದ ವಿಜಯದಶಮಿ ಉತ್ಸವದಲ್ಲಿ ಬೌದ್ಧಿಕ ನೀಡಿದ ಅವರು, ಸಂಘದ ಸ್ವಯಂ ಸೇವಕರು ಸಮಾಜದ ಸಂಕಷ್ಟದ ಸಂದರ್ಭಗಳಲ್ಲಿ ನೆರವಿಗೆ ಧಾವಿಸುತ್ತಾರೆ. ಪ್ರವಾಹ, ಭೂಕಂಪ ಹಾಗೂ ಕೊರೋನಾ ಸಂದರ್ಭದಲ್ಲಿ ಸಂಘ ಮಾಡಿದ ಸೇವೆ ಅನನ್ಯವಾಗಿದೆ. ಯುವಕರು ಸಂಘದ ಶಾಖೆಗಳಿಗೆ ಬಂದು ಸಂಸ್ಕಾರ ಪಡೆಯಬೇಕು ಎಂದರು. ಕಾರ್ಯಕ್ರಮದ ಅಧ್ಯಕ್ಷತೆಯನ್ನು ಗಣ್ಯರು ವಹಿಸಿದ್ದರು. ಸ್ವಯಂ ಸೇವಕರು ದಂಡ ಪ್ರದರ್ಶನ, ಯೋಗ ಹಾಗೂ ಸಾಮೂಹಿಕ ವ್ಯಾಯಾಮ ಪ್ರದರ್ಶಿಸಿದರು. ನಗರದ ಪ್ರಮುಖ ಮಾರ್ಗಗಳಲ್ಲಿ ಆಕರ್ಷಕ ಪಥಸಂಚಲನ ನಡೆಯಿತು. ಮಾತೆಯರು ರಂಗೋಲಿ ಬಿಡಿಸಿ ಸ್ವಾಗತ ಕೋರಿದರು. xyxy=(205,779,335,964)
rss-story-2 xyxy=(205,732,470,1127)
bottom-left-text: ರಾಷ್ಟ್ರೀಯ ಸ್ವಯಂ ಸೇವಕ ಸಂಘದ ಶತಮಾನೋತ್ಸವ ಅಂಗವಾಗಿ ವಿಜಯದಶಮಿ ಉತ್ಸವದ ನಿಮಿತ್ತ ಪಟ್ಟಣದಲ್ಲಿ ಆಕರ್ಷಕ ಪಥಸಂಚಲನ ನಡೆಯಿತು. ಸ್ವಯಂ ಸೇವಕರು ಗಣವೇಷ ಧರಿಸಿ ಘೋಷ್ ವಾದನದೊಂದಿಗೆ ಪಟ್ಟಣದ ಪ್ರಮುಖ ಬೀದಿಗಳಲ್ಲಿ ಪಥಸಂಚಲನ ನಡೆಸಿದರು. ಸಂಜೆ 3.45 ಗಂಟೆಗೆ ಆರಂಭಗೊಂಡ ಪಥಸಂಚಲನ ಚೌಕ, ಪೇಟೆ, ಗಾಂಧಿ ವೃತ್ತ ಮಾರ್ಗವಾಗಿ ಸಾಗಿತು. ಮಾರ್ಗದುದ್ದಕ್ಕೂ ನಾಗರಿಕರು ಪುಷ್ಪವೃಷ್ಟಿ ಮಾಡಿ ಸ್ವಾಗತಿಸಿದರು. ಮಹಿಳೆಯರು ರಂಗೋಲಿ ಬಿಡಿಸಿ ಆರತಿ ಬೆಳಗಿದರು. ಪಥಸಂಚಲನದ ನಂತರ ನಡೆದ ಸಭೆಯಲ್ಲಿ ಗಣ್ಯರು ಮಾತನಾಡಿದರು. ಶಾಖೆಯ ಪ್ರಮುಖರು, ಕಾರ್ಯಕರ್ತರು ಹಾಗೂ ಮಾತೃಶಕ್ತಿ ಪ್ರತಿನಿಧಿಗಳು ಭಾಗವಹಿಸಿದ್ದರು. xyxy=(22,1187,110,1427)
lead-place: ಬಾಗಲಕೋಟೆ: xyxy=(205,428,243,438)
brief-2-place: ಬಾಗಲಕೋಟೆ: xyxy=(30,312,68,322)
rss2-right-rule xyxy=(476,732,477,1127)
